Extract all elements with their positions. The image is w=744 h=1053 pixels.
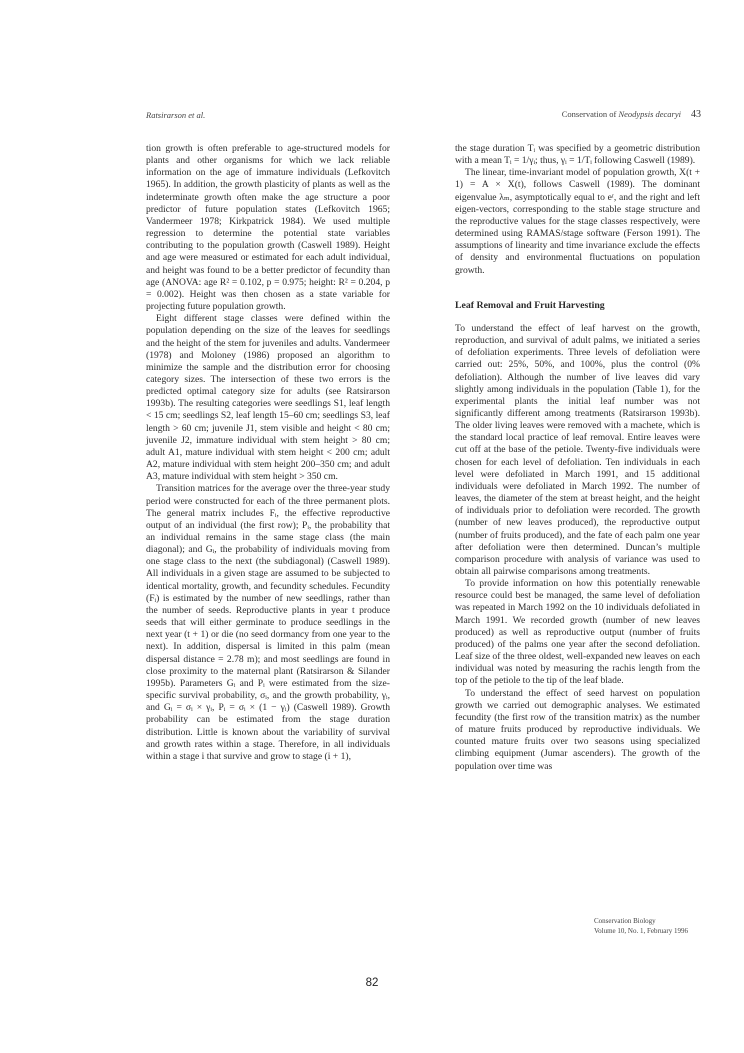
section-heading: Leaf Removal and Fruit Harvesting <box>455 299 605 311</box>
footer-journal-name: Conservation Biology <box>594 917 656 925</box>
paragraph: tion growth is often preferable to age-structured models for plants and other organisms for which we lack reliable information on the age of immature individuals (Lefkovitch 1965). In addition, the growth plasticity of plants as well as the indeterminate growth often make the age structure a poor predictor of future population states (Lefkovitch 1965; Vandermeer 1978; Kirkpatrick 1984). We used multiple regression to determine the potential state variables contributing to the population growth (Caswell 1989). Height and age were measured or estimated for each adult individual, and height was found to be a better predictor of fecundity than age (ANOVA: age R² = 0.102, p = 0.975; height: R² = 0.204, p = 0.002). Height was then chosen as a state variable for projecting future population growth. <box>146 143 390 313</box>
paragraph: Transition matrices for the average over the three-year study period were constructed for each of the three permanent plots. The general matrix includes Fᵢ, the effective reproductive output of an individual (the first row); Pᵢ, the probability that an individual remains in the same stage class (the main diagonal); and Gᵢ, the probability of individuals moving from one stage class to the next (the subdiagonal) (Caswell 1989). All individuals in a given stage are assumed to be subjected to identical mortality, growth, and fecundity schedules. Fecundity (Fᵢ) is estimated by the number of new seedlings, rather than the number of seeds. Reproductive plants in year t produce seeds that will either germinate to produce seedlings in the next year (t + 1) or die (no seed dormancy from one year to the next). In addition, dispersal is limited in this palm (mean dispersal distance = 2.78 m); and most seedlings are found in close proximity to the maternal plant (Ratsirarson & Silander 1995b). Parameters Gᵢ and Pᵢ were estimated from the size-specific survival probability, σᵢ, and the growth probability, γᵢ, and Gᵢ = σᵢ × γᵢ, Pᵢ = σᵢ × (1 − γᵢ) (Caswell 1989). Growth probability can be estimated from the stage duration distribution. Little is known about the variability of survival and growth rates within a stage. Therefore, in all individuals within a stage i that survive and grow to stage (i + 1), <box>146 483 390 762</box>
journal-page-number: 43 <box>691 109 701 120</box>
page-number: 82 <box>365 977 379 989</box>
running-head-authors: Ratsirarson et al. <box>146 110 206 120</box>
running-head-species: Neodypsis decaryi <box>618 109 681 119</box>
paragraph: To understand the effect of leaf harvest on the growth, reproduction, and survival of adult palms, we initiated a series of defoliation experiments. Three levels of defoliation were carried out: 25%, 50%, and 100%, plus the control (0% defoliation). Although the number of live leaves did vary slightly among individuals in the population (Table 1), for the experimental plants the initial leaf number was not significantly different among treatments (Ratsirarson 1993b). The older living leaves were removed with a machete, which is the standard local practice of leaf removal. Entire leaves were cut off at the base of the petiole. Twenty-five individuals were chosen for each level of defoliation. Ten individuals in each level were defoliated in March 1991, and 15 additional individuals were defoliated in March 1992. The number of leaves, the diameter of the stem at breast height, and the height of individuals prior to defoliation were recorded. The growth (number of new leaves produced), the reproductive output (number of fruits produced), and the fate of each palm one year after defoliation were then determined. Duncan’s multiple comparison procedure with analysis of variance was used to obtain all pairwise comparisons among treatments. <box>455 322 700 577</box>
paragraph: To provide information on how this potentially renewable resource could best be managed, the same level of defoliation was repeated in March 1992 on the 10 individuals defoliated in March 1991. We recorded growth (number of new leaves produced) as well as reproductive output (number of fruits produced) of the palms one year after the second defoliation. Leaf size of the three oldest, well-expanded new leaves on each individual was noted by measuring the rachis length from the top of the petiole to the tip of the leaf blade. <box>455 578 700 687</box>
running-head-title-prefix: Conservation of <box>561 109 619 119</box>
paragraph: The linear, time-invariant model of population growth, X(t + 1) = A × X(t), follows Caswell (1989). The dominant eigenvalue λₘ, asymptotically equal to eʳ, and the right and left eigen-vectors, corresponding to the stable stage structure and the reproductive values for the stage classes respectively, were determined using RAMAS/stage software (Ferson 1991). The assumptions of linearity and time invariance exclude the effects of density and environmental fluctuations on population growth. <box>455 167 700 276</box>
journal-footer <box>594 917 688 936</box>
paragraph: the stage duration Tᵢ was specified by a geometric distribution with a mean Tᵢ = 1/γᵢ; thus, γᵢ = 1/Tᵢ following Caswell (1989). <box>455 143 700 167</box>
running-head-title <box>470 109 701 120</box>
footer-volume: Volume 10, No. 1, February 1996 <box>594 926 688 935</box>
left-column <box>146 143 390 763</box>
right-column <box>455 143 700 773</box>
paragraph: To understand the effect of seed harvest on population growth we carried out demographic analyses. We estimated fecundity (the first row of the transition matrix) as the number of mature fruits produced by reproductive individuals. We counted mature fruits over two seasons using specialized climbing equipment (Jumar ascenders). The growth of the population over time was <box>455 687 700 772</box>
paragraph: Eight different stage classes were defined within the population depending on the size of the leaves for seedlings and the height of the stem for juveniles and adults. Vandermeer (1978) and Moloney (1986) proposed an algorithm to minimize the sample and the distribution error for choosing category sizes. The intersection of these two errors is the predicted optimal category size for adults (see Ratsirarson 1993b). The resulting categories were seedlings S1, leaf length < 15 cm; seedlings S2, leaf length 15–60 cm; seedlings S3, leaf length > 60 cm; juvenile J1, stem visible and height < 80 cm; juvenile J2, immature individual with stem height > 80 cm; adult A1, mature individual with stem height < 200 cm; adult A2, mature individual with stem height 200–350 cm; and adult A3, mature individual with stem height > 350 cm. <box>146 313 390 483</box>
